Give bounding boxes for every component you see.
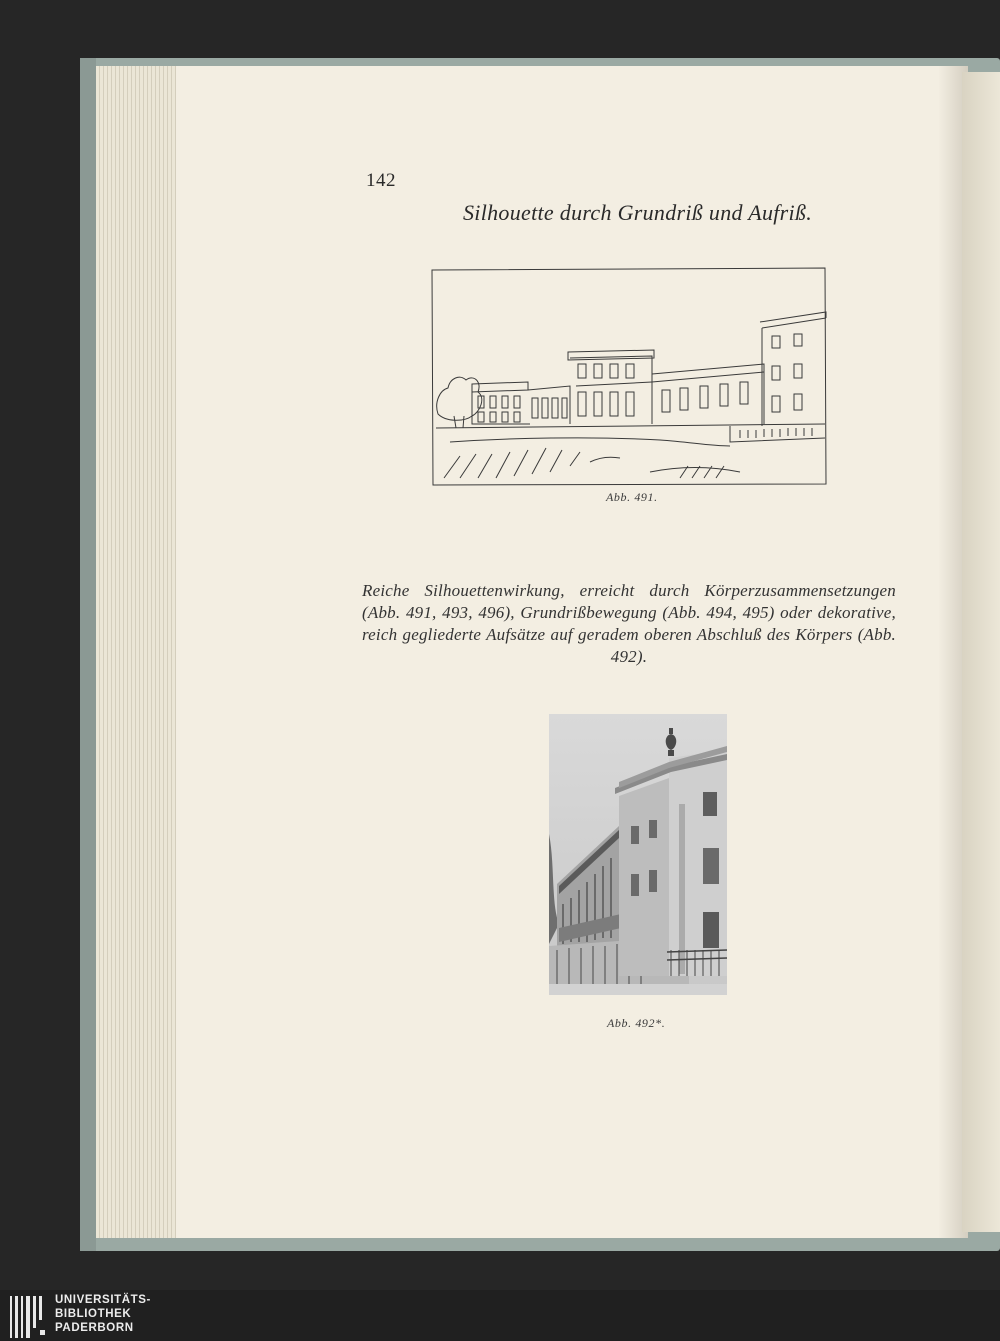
figure-491-caption: Abb. 491. — [606, 490, 658, 504]
body-paragraph: Reiche Silhouettenwirkung, erreicht durch Körperzusammensetzungen (Abb. 491, 493, 496), Grundrißbewegung (Abb. 494, 495) oder dekorative, reich gegliederte Aufsätze auf geradem oberen Abschluß des Körpers (Abb. 492). — [362, 581, 896, 666]
running-title: Silhouette durch Grundriß und Aufriß. — [463, 200, 813, 225]
book-cover-edge — [80, 58, 96, 1251]
library-name-line2: BIBLIOTHEK — [55, 1308, 132, 1320]
figure-492-caption: Abb. 492*. — [607, 1016, 666, 1030]
library-name-line3: PADERBORN — [55, 1322, 134, 1334]
figure-492-photo — [549, 714, 727, 995]
page-number: 142 — [366, 170, 396, 191]
library-logo-icon — [10, 1296, 50, 1338]
library-name — [55, 1293, 151, 1335]
figure-491-sketch — [430, 266, 828, 486]
library-name-line1: UNIVERSITÄTS- — [55, 1294, 151, 1306]
facing-page-edge — [962, 72, 1000, 1232]
page-stack — [96, 66, 186, 1238]
